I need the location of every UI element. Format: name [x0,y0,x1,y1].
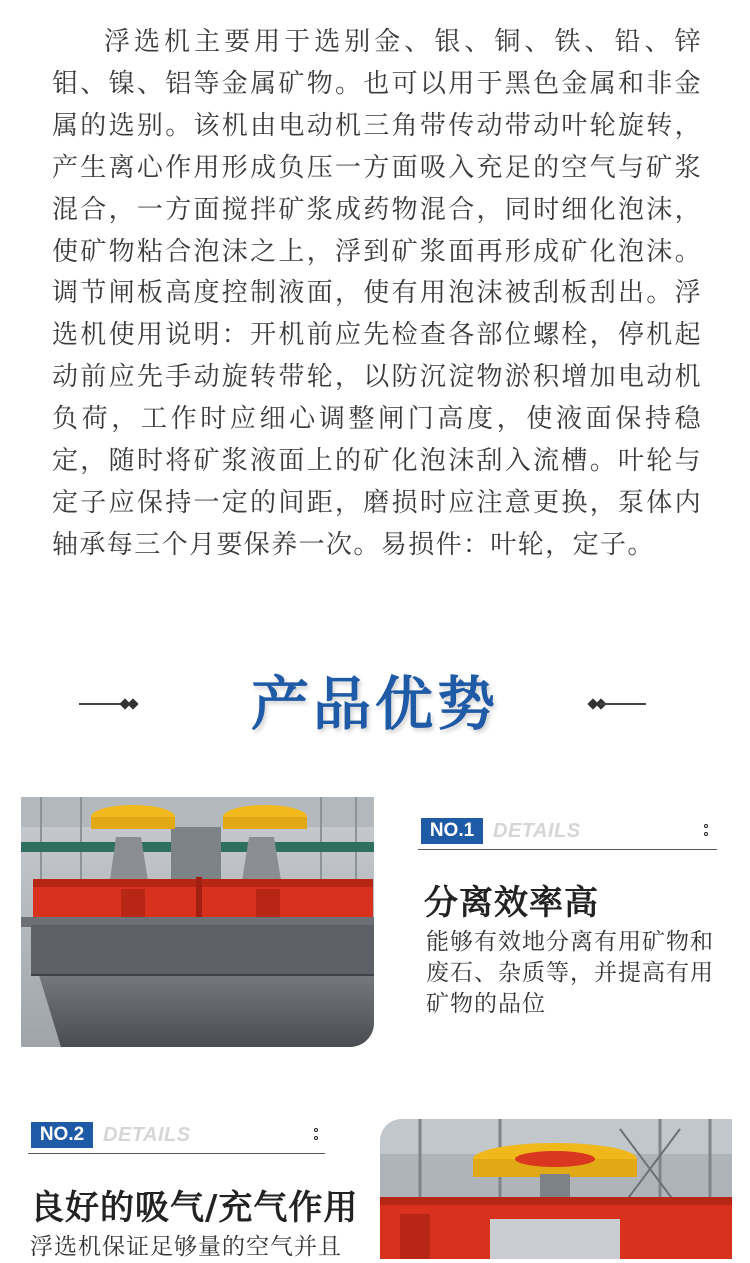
flotation-machine-illustration [380,1119,732,1259]
section-title: 产品优势 [250,670,499,738]
flotation-machine-image [380,1119,732,1259]
details-watermark: DETAILS [493,820,581,842]
feature-divider [28,1153,325,1154]
details-watermark: DETAILS [103,1124,191,1146]
feature-badge-no1: NO.1 [421,818,483,844]
intro-paragraph: 浮选机主要用于选别金、银、铜、铁、铅、锌钼、镍、铝等金属矿物。也可以用于黑色金属和非金属的选别。该机由电动机三角带传动带动叶轮旋转，产生离心作用形成负压一方面吸入充足的空气与矿浆混合，一方面搅拌矿浆成药物混合，同时细化泡沫，使矿物粘合泡沫之上，浮到矿浆面再形成矿化泡沫。调节闸板高度控制液面，使有用泡沫被刮板刮出。浮选机使用说明：开机前应先检查各部位螺栓，停机起动前应先手动旋转带轮，以防沉淀物淤积增加电动机负荷，工作时应细心调整闸门高度，使液面保持稳定，随时将矿浆液面上的矿化泡沫刮入流槽。叶轮与定子应保持一定的间距，磨损时应注意更换，泵体内轴承每三个月要保养一次。易损件：叶轮，定子。 [52,27,702,560]
feature-title: 分离效率高 [424,883,599,923]
dots-icon [313,1128,319,1142]
feature-description: 能够有效地分离有用矿物和废石、杂质等，并提高有用矿物的品位 [426,929,714,1017]
feature-description: 浮选机保证足够量的空气并且 [30,1234,342,1260]
section-heading [0,664,750,744]
dots-icon [703,824,709,838]
feature-badge-no2: NO.2 [31,1122,93,1148]
feature-divider [418,849,717,850]
flotation-machine-illustration [21,797,374,1047]
flotation-machine-image [21,797,374,1047]
feature-title: 良好的吸气/充气作用 [30,1188,359,1228]
right-divider-line [600,703,646,705]
